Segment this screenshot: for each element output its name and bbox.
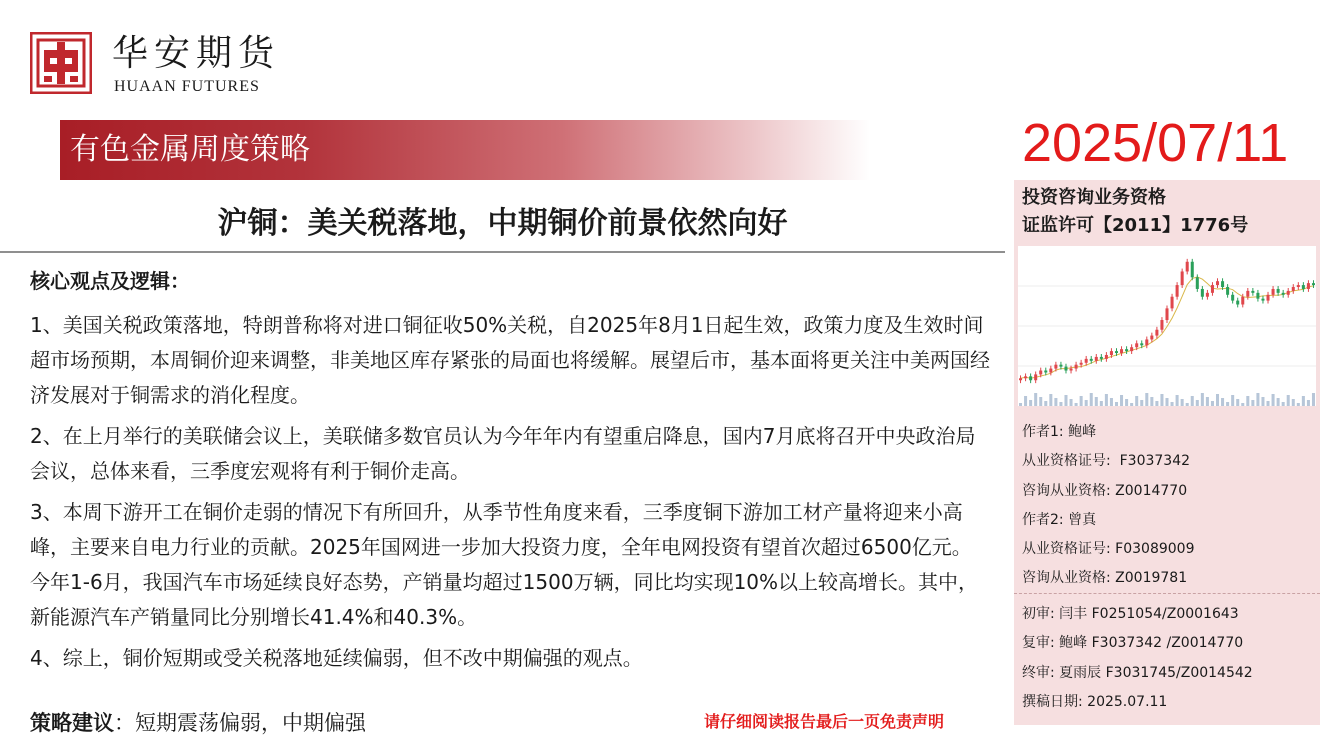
chart-volume-bar bbox=[1272, 394, 1275, 406]
author-value: Z0019781 bbox=[1115, 570, 1188, 587]
chart-volume-bar bbox=[1044, 401, 1047, 406]
section-banner bbox=[60, 120, 870, 180]
chart-volume-bar bbox=[1191, 396, 1194, 406]
chart-volume-bar bbox=[1034, 393, 1037, 406]
review-value: 2025.07.11 bbox=[1087, 693, 1168, 710]
chart-candle-body bbox=[1039, 371, 1042, 375]
chart-candle-body bbox=[1256, 293, 1259, 299]
chart-volume-bar bbox=[1216, 394, 1219, 406]
chart-candle-body bbox=[1181, 271, 1184, 285]
review-info bbox=[1022, 600, 1314, 717]
chart-volume-bar bbox=[1251, 400, 1254, 406]
chart-volume-bar bbox=[1080, 396, 1083, 406]
headline-divider bbox=[0, 251, 1005, 253]
chart-candle-body bbox=[1130, 347, 1133, 351]
chart-candle-body bbox=[1054, 365, 1057, 369]
chart-volume-bar bbox=[1150, 397, 1153, 406]
chart-ma-line bbox=[1021, 277, 1314, 378]
author-value: Z0014770 bbox=[1115, 482, 1188, 499]
chart-volume-bar bbox=[1070, 399, 1073, 406]
chart-candle-body bbox=[1064, 367, 1067, 371]
chart-candle-body bbox=[1140, 343, 1143, 345]
chart-candle-body bbox=[1024, 376, 1027, 378]
review-row bbox=[1022, 659, 1314, 688]
chart-candle-body bbox=[1282, 293, 1285, 295]
chart-volume-bar bbox=[1256, 393, 1259, 406]
chart-candle-body bbox=[1059, 365, 1062, 367]
chart-volume-bar bbox=[1054, 398, 1057, 406]
author-value: F03089009 bbox=[1115, 541, 1195, 558]
chart-volume-bar bbox=[1261, 397, 1264, 406]
info-sidebar bbox=[1014, 180, 1320, 725]
chart-volume-bar bbox=[1064, 395, 1067, 406]
chart-candle-body bbox=[1115, 351, 1118, 353]
chart-volume-bar bbox=[1267, 401, 1270, 406]
chart-volume-bar bbox=[1165, 398, 1168, 406]
author-row bbox=[1022, 477, 1314, 506]
chart-candle-body bbox=[1267, 295, 1270, 301]
chart-volume-bar bbox=[1236, 399, 1239, 406]
author-label: 咨询从业资格: bbox=[1022, 482, 1111, 499]
chart-volume-bar bbox=[1241, 403, 1244, 406]
author-value: 鲍峰 bbox=[1068, 424, 1097, 440]
chart-candle-body bbox=[1302, 285, 1305, 289]
review-row bbox=[1022, 688, 1314, 717]
chart-candle-body bbox=[1019, 378, 1022, 380]
sidebar-divider bbox=[1014, 593, 1320, 594]
paragraph-3: 3、本周下游开工在铜价走弱的情况下有所回升，从季节性角度来看，三季度铜下游加工材产量将迎来小高峰，主要来自电力行业的贡献。2025年国网进一步加大投资力度，全年电网投资有望首次超过6500亿元。今年1-6月，我国汽车市场延续良好态势，产销量均超过1500万辆，同比均实现10%以上较高增长。其中，新能源汽车产销量同比分别增长41.4%和40.3%。 bbox=[30, 500, 979, 629]
author-row bbox=[1022, 418, 1314, 447]
author-row bbox=[1022, 564, 1314, 593]
chart-volume-bar bbox=[1085, 400, 1088, 406]
author-row bbox=[1022, 447, 1314, 476]
report-date: 2025/07/11 bbox=[1022, 113, 1289, 173]
chart-candle-body bbox=[1307, 283, 1310, 289]
paragraph-4: 4、综上，铜价短期或受关税落地延续偏弱，但不改中期偏强的观点。 bbox=[30, 646, 643, 670]
review-row bbox=[1022, 629, 1314, 658]
chart-volume-bar bbox=[1135, 396, 1138, 406]
chart-candle-body bbox=[1186, 262, 1189, 272]
chart-candle-body bbox=[1125, 349, 1128, 351]
chart-volume-bar bbox=[1231, 395, 1234, 406]
chart-candle-body bbox=[1120, 349, 1123, 353]
chart-candle-body bbox=[1150, 336, 1153, 340]
chart-volume-bar bbox=[1221, 398, 1224, 406]
chart-candle-body bbox=[1095, 357, 1098, 361]
chart-volume-bar bbox=[1155, 401, 1158, 406]
review-value: 闫丰 F0251054/Z0001643 bbox=[1059, 606, 1239, 622]
chart-volume-bar bbox=[1292, 399, 1295, 406]
chart-candle-body bbox=[1236, 301, 1239, 305]
author-label: 作者1: bbox=[1022, 424, 1064, 440]
chart-volume-bar bbox=[1160, 394, 1163, 406]
chart-candle-body bbox=[1110, 351, 1113, 355]
chart-candle-body bbox=[1080, 363, 1083, 365]
chart-volume-bar bbox=[1125, 399, 1128, 406]
chart-candle-body bbox=[1297, 285, 1300, 287]
chart-candle-body bbox=[1246, 291, 1249, 297]
chart-volume-bar bbox=[1196, 400, 1199, 406]
chart-volume-bar bbox=[1145, 393, 1148, 406]
chart-candle-body bbox=[1241, 297, 1244, 305]
chart-volume-bar bbox=[1186, 403, 1189, 406]
chart-volume-bar bbox=[1282, 402, 1285, 406]
main-content bbox=[30, 264, 990, 682]
company-logo bbox=[30, 32, 290, 98]
chart-candle-body bbox=[1044, 371, 1047, 373]
chart-candle-body bbox=[1049, 369, 1052, 373]
author-value: 曾真 bbox=[1068, 511, 1097, 528]
chart-candle-body bbox=[1277, 289, 1280, 293]
chart-candle-body bbox=[1272, 289, 1275, 295]
review-label: 撰稿日期: bbox=[1022, 693, 1083, 710]
chart-candle-body bbox=[1312, 283, 1315, 285]
chart-candle-body bbox=[1211, 285, 1214, 293]
chart-candle-body bbox=[1216, 281, 1219, 285]
review-value: 鲍峰 F3037342 /Z0014770 bbox=[1059, 635, 1244, 652]
chart-volume-bar bbox=[1029, 400, 1032, 406]
chart-candle-body bbox=[1090, 359, 1093, 361]
chart-candle-body bbox=[1100, 357, 1103, 359]
chart-volume-bar bbox=[1140, 400, 1143, 406]
qualification-line-1: 投资咨询业务资格 bbox=[1022, 187, 1166, 208]
chart-volume-bar bbox=[1206, 397, 1209, 406]
logo-english-name: HUAAN FUTURES bbox=[114, 78, 260, 95]
chart-candle-body bbox=[1292, 287, 1295, 291]
chart-volume-bar bbox=[1115, 402, 1118, 406]
qualification-block bbox=[1022, 184, 1248, 240]
strategy-suggestion bbox=[30, 708, 366, 738]
chart-candle-body bbox=[1029, 376, 1032, 380]
author-label: 咨询从业资格: bbox=[1022, 570, 1111, 587]
chart-volume-bar bbox=[1120, 395, 1123, 406]
chart-volume-bar bbox=[1312, 393, 1315, 406]
chart-candle-body bbox=[1105, 355, 1108, 359]
chart-candle-body bbox=[1176, 285, 1179, 297]
report-headline: 沪铜：美关税落地，中期铜价前景依然向好 bbox=[217, 206, 788, 241]
chart-candle-body bbox=[1221, 281, 1224, 287]
review-label: 初审: bbox=[1022, 606, 1055, 622]
author-label: 从业资格证号: bbox=[1022, 541, 1111, 558]
chart-volume-bar bbox=[1095, 397, 1098, 406]
author-label: 作者2: bbox=[1022, 511, 1064, 528]
chart-volume-bar bbox=[1171, 402, 1174, 406]
author-label: 从业资格证号: bbox=[1022, 453, 1111, 470]
chart-volume-bar bbox=[1110, 398, 1113, 406]
strategy-text: ：短期震荡偏弱，中期偏强 bbox=[114, 711, 366, 735]
chart-volume-bar bbox=[1246, 396, 1249, 406]
chart-candle-body bbox=[1261, 299, 1264, 301]
chart-candle-body bbox=[1231, 295, 1234, 301]
author-info bbox=[1022, 418, 1314, 594]
chart-candle-body bbox=[1171, 297, 1174, 309]
chart-candle-body bbox=[1196, 277, 1199, 289]
review-value: 夏雨辰 F3031745/Z0014542 bbox=[1059, 664, 1253, 681]
chart-volume-bar bbox=[1090, 393, 1093, 406]
chart-volume-bar bbox=[1075, 403, 1078, 406]
author-value: F3037342 bbox=[1119, 453, 1191, 470]
chart-candle-body bbox=[1070, 369, 1073, 371]
review-row bbox=[1022, 600, 1314, 629]
chart-candle-body bbox=[1034, 374, 1037, 380]
chart-volume-bar bbox=[1105, 394, 1108, 406]
chart-candle-body bbox=[1075, 365, 1078, 369]
chart-candle-body bbox=[1201, 289, 1204, 297]
chart-volume-bar bbox=[1059, 402, 1062, 406]
paragraph-2: 2、在上月举行的美联储会议上，美联储多数官员认为今年年内有望重启降息，国内7月底将召开中央政治局会议，总体来看，三季度宏观将有利于铜价走高。 bbox=[30, 424, 976, 483]
chart-candle-body bbox=[1206, 293, 1209, 297]
chart-volume-bar bbox=[1277, 398, 1280, 406]
review-label: 复审: bbox=[1022, 635, 1055, 652]
chart-volume-bar bbox=[1226, 402, 1229, 406]
review-label: 终审: bbox=[1022, 664, 1055, 681]
price-chart-thumbnail bbox=[1018, 246, 1316, 406]
chart-volume-bar bbox=[1181, 399, 1184, 406]
chart-candle-body bbox=[1251, 291, 1254, 293]
logo-chinese-name: 华安期货 bbox=[112, 33, 281, 74]
chart-volume-bar bbox=[1024, 396, 1027, 406]
chart-volume-bar bbox=[1176, 395, 1179, 406]
strategy-label: 策略建议 bbox=[30, 711, 114, 735]
chart-candle-body bbox=[1160, 320, 1163, 330]
chart-candle-body bbox=[1191, 262, 1194, 278]
chart-volume-bar bbox=[1049, 394, 1052, 406]
chart-candle-body bbox=[1085, 359, 1088, 363]
chart-candle-body bbox=[1165, 308, 1168, 320]
chart-volume-bar bbox=[1211, 401, 1214, 406]
paragraph-1: 1、美国关税政策落地，特朗普称将对进口铜征收50%关税，自2025年8月1日起生效，政策力度及生效时间超市场预期，本周铜价迎来调整，非美地区库存紧张的局面也将缓解。展望后市，基本面将更关注中美两国经济发展对于铜需求的消化程度。 bbox=[30, 313, 990, 407]
chart-volume-bar bbox=[1287, 395, 1290, 406]
qualification-line-2: 证监许可【2011】1776号 bbox=[1022, 215, 1249, 236]
section-title: 有色金属周度策略 bbox=[70, 132, 310, 167]
chart-volume-bar bbox=[1201, 393, 1204, 406]
core-view-label: 核心观点及逻辑： bbox=[30, 269, 190, 293]
author-row bbox=[1022, 506, 1314, 535]
disclaimer-notice: 请仔细阅读报告最后一页免责声明 bbox=[704, 712, 945, 731]
chart-candle-body bbox=[1287, 291, 1290, 295]
chart-volume-bar bbox=[1307, 400, 1310, 406]
chart-volume-bar bbox=[1130, 403, 1133, 406]
chart-candle-body bbox=[1145, 339, 1148, 345]
chart-volume-bar bbox=[1100, 401, 1103, 406]
chart-volume-bar bbox=[1039, 397, 1042, 406]
chart-candle-body bbox=[1135, 343, 1138, 347]
chart-volume-bar bbox=[1302, 396, 1305, 406]
chart-candle-body bbox=[1226, 287, 1229, 295]
chart-volume-bar bbox=[1297, 403, 1300, 406]
chart-volume-bar bbox=[1019, 403, 1022, 406]
huaan-logo-icon bbox=[30, 32, 92, 94]
chart-candle-body bbox=[1155, 330, 1158, 336]
author-row bbox=[1022, 535, 1314, 564]
